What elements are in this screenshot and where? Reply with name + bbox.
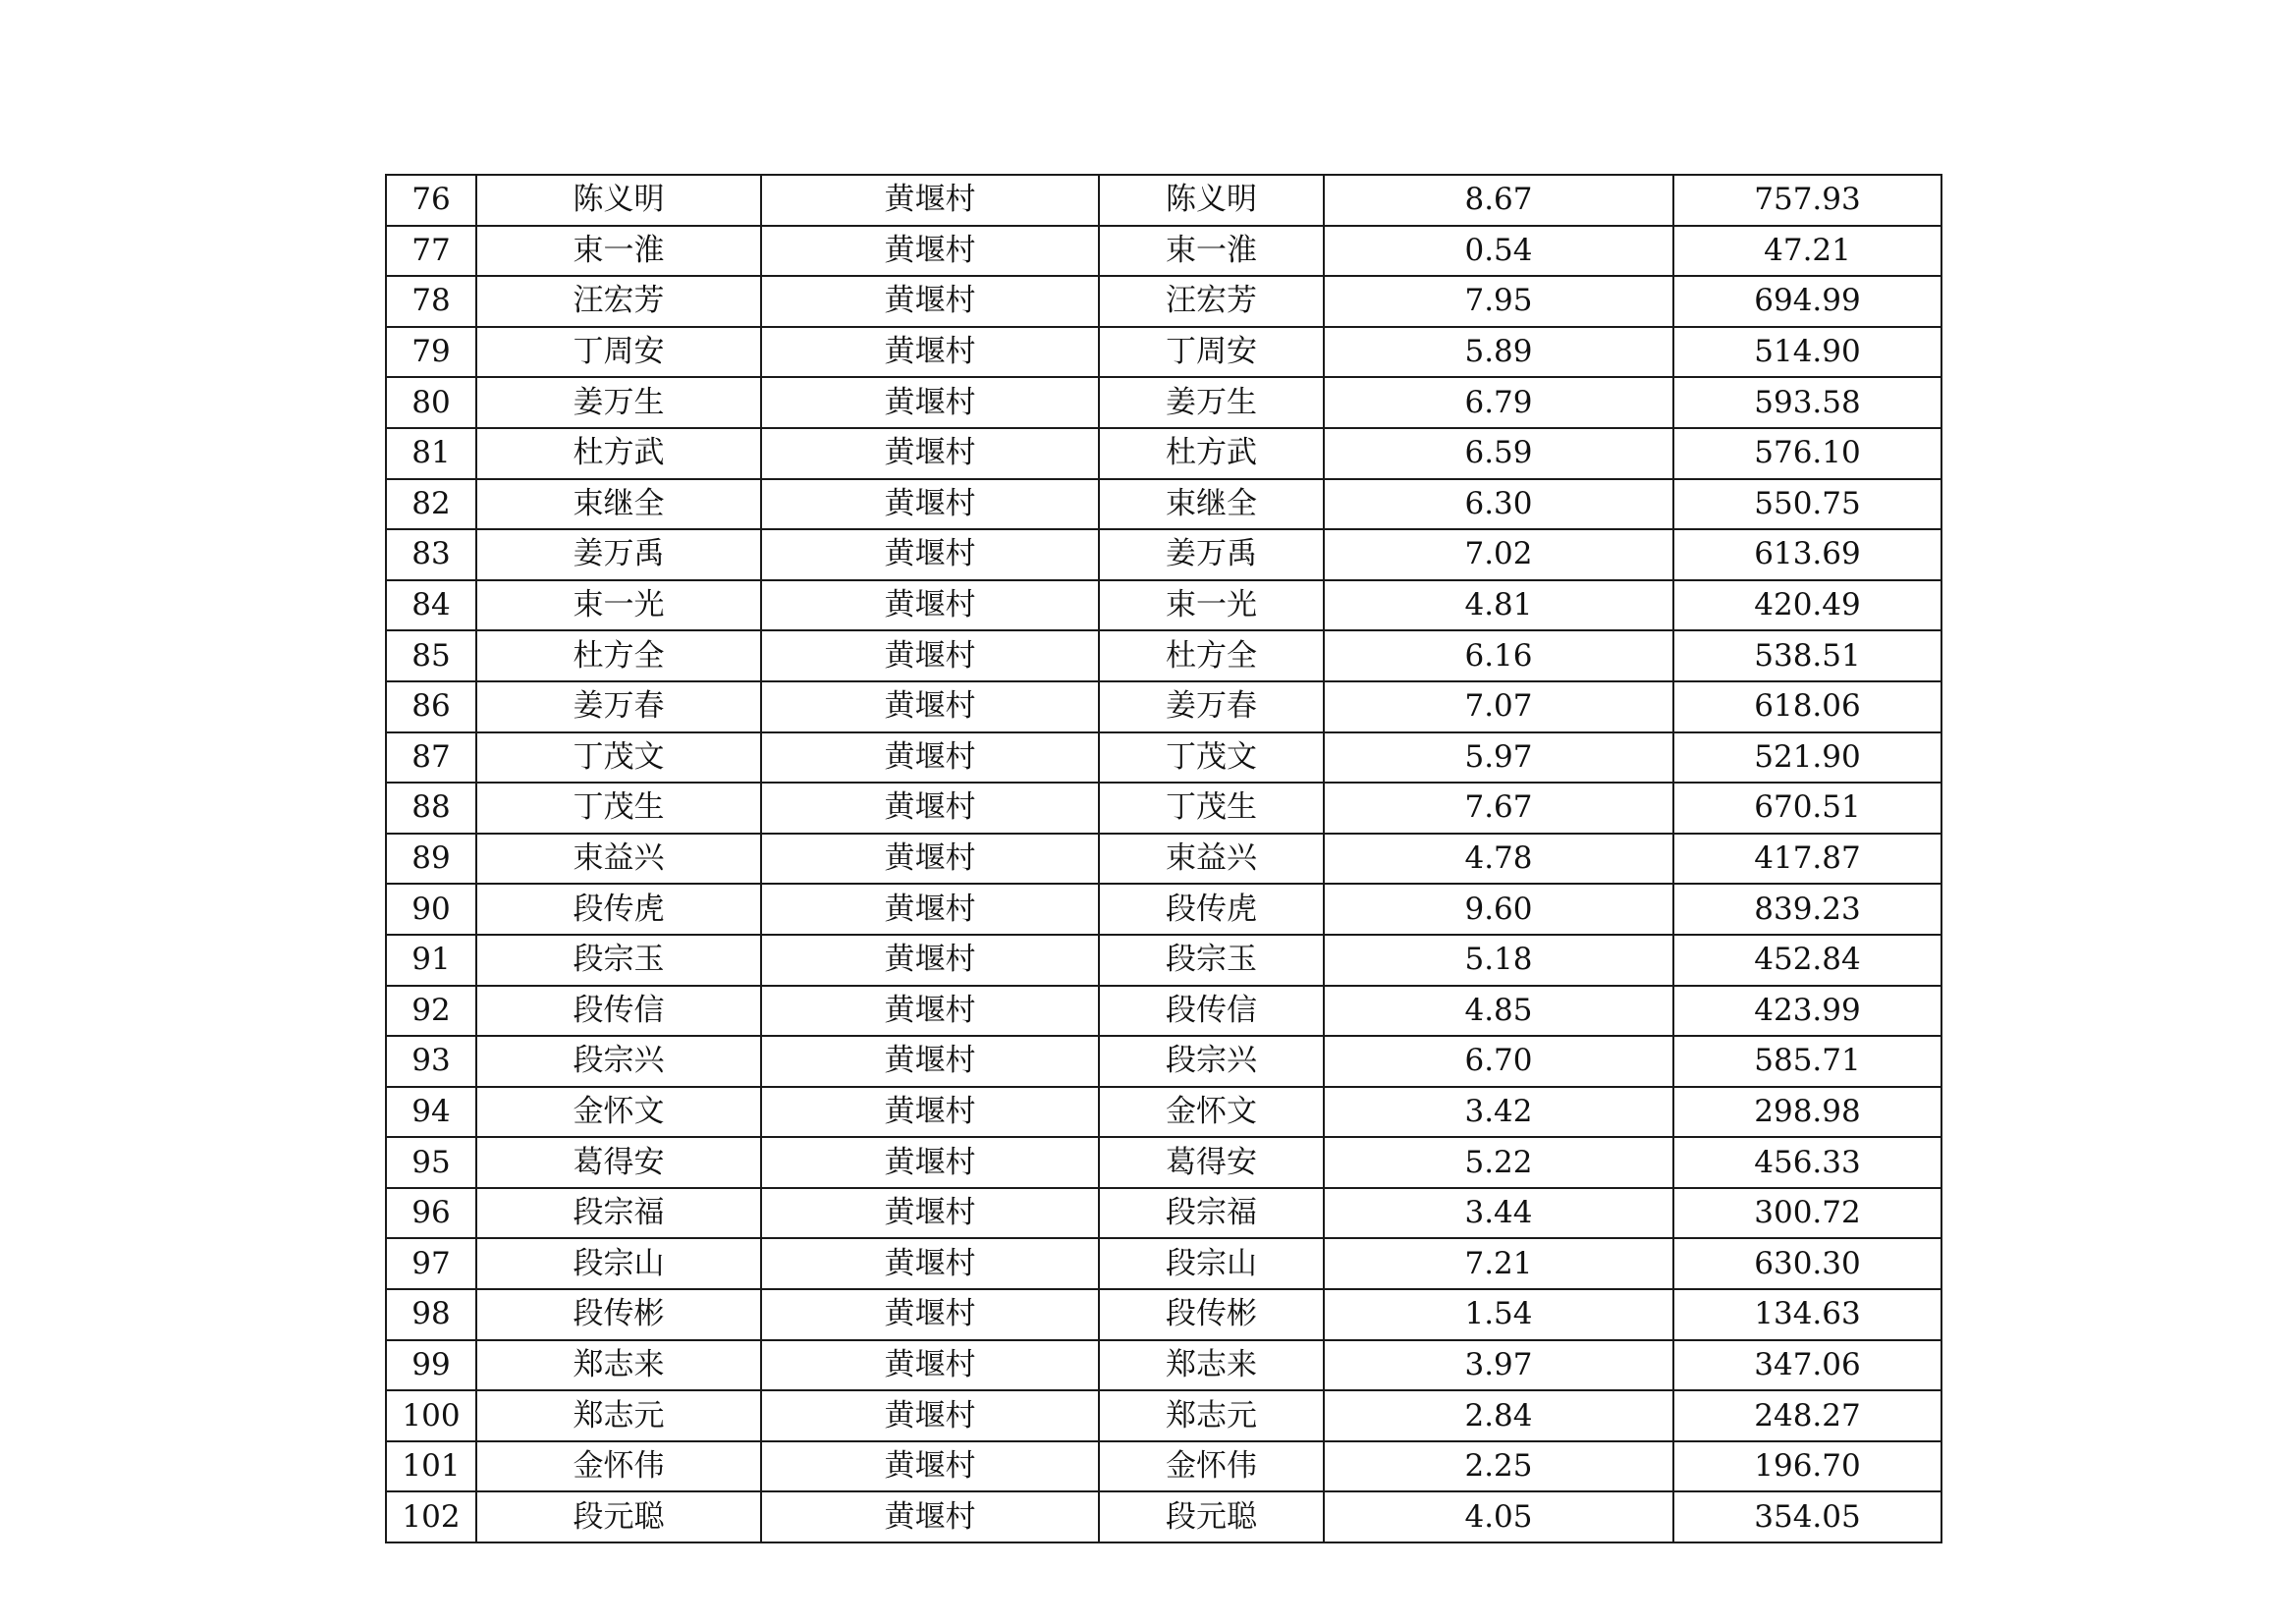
cell-village: 黄堰村 (761, 1087, 1099, 1138)
cell-owner: 段元聪 (1099, 1491, 1324, 1542)
cell-name: 段宗玉 (476, 935, 761, 986)
table-row (386, 1188, 1941, 1239)
cell-area: 2.84 (1324, 1390, 1673, 1441)
cell-area: 4.85 (1324, 986, 1673, 1037)
cell-village: 黄堰村 (761, 732, 1099, 784)
cell-village: 黄堰村 (761, 681, 1099, 732)
cell-name: 段传信 (476, 986, 761, 1037)
table-row (386, 1036, 1941, 1087)
cell-name: 束益兴 (476, 834, 761, 885)
cell-amount: 576.10 (1673, 428, 1941, 479)
cell-index: 92 (386, 986, 476, 1037)
cell-amount: 618.06 (1673, 681, 1941, 732)
cell-amount: 417.87 (1673, 834, 1941, 885)
table-row (386, 1087, 1941, 1138)
cell-village: 黄堰村 (761, 1491, 1099, 1542)
cell-area: 0.54 (1324, 226, 1673, 277)
cell-owner: 金怀伟 (1099, 1441, 1324, 1492)
cell-name: 段传彬 (476, 1289, 761, 1340)
cell-amount: 456.33 (1673, 1137, 1941, 1188)
cell-index: 81 (386, 428, 476, 479)
table-row (386, 428, 1941, 479)
cell-amount: 630.30 (1673, 1238, 1941, 1289)
cell-index: 100 (386, 1390, 476, 1441)
cell-name: 段宗福 (476, 1188, 761, 1239)
cell-amount: 550.75 (1673, 479, 1941, 530)
cell-amount: 196.70 (1673, 1441, 1941, 1492)
cell-area: 6.70 (1324, 1036, 1673, 1087)
cell-area: 7.07 (1324, 681, 1673, 732)
cell-village: 黄堰村 (761, 935, 1099, 986)
cell-amount: 757.93 (1673, 175, 1941, 226)
cell-name: 杜方武 (476, 428, 761, 479)
table-row (386, 732, 1941, 784)
cell-owner: 段传彬 (1099, 1289, 1324, 1340)
cell-area: 3.42 (1324, 1087, 1673, 1138)
cell-index: 101 (386, 1441, 476, 1492)
cell-village: 黄堰村 (761, 884, 1099, 935)
cell-index: 94 (386, 1087, 476, 1138)
table-row (386, 935, 1941, 986)
cell-area: 4.78 (1324, 834, 1673, 885)
cell-area: 4.05 (1324, 1491, 1673, 1542)
cell-name: 段传虎 (476, 884, 761, 935)
table-row (386, 1390, 1941, 1441)
cell-amount: 670.51 (1673, 783, 1941, 834)
table-row (386, 580, 1941, 631)
cell-index: 90 (386, 884, 476, 935)
cell-name: 杜方全 (476, 630, 761, 681)
cell-index: 88 (386, 783, 476, 834)
cell-amount: 47.21 (1673, 226, 1941, 277)
document-page (385, 174, 1933, 1543)
cell-village: 黄堰村 (761, 175, 1099, 226)
cell-index: 78 (386, 276, 476, 327)
table-row (386, 1441, 1941, 1492)
table-row (386, 1137, 1941, 1188)
cell-village: 黄堰村 (761, 1340, 1099, 1391)
cell-village: 黄堰村 (761, 479, 1099, 530)
cell-area: 9.60 (1324, 884, 1673, 935)
cell-area: 7.21 (1324, 1238, 1673, 1289)
cell-amount: 521.90 (1673, 732, 1941, 784)
cell-amount: 613.69 (1673, 529, 1941, 580)
cell-area: 5.18 (1324, 935, 1673, 986)
table-row (386, 276, 1941, 327)
cell-owner: 段传信 (1099, 986, 1324, 1037)
cell-area: 7.02 (1324, 529, 1673, 580)
cell-area: 5.89 (1324, 327, 1673, 378)
cell-village: 黄堰村 (761, 529, 1099, 580)
table-row (386, 834, 1941, 885)
table-row (386, 175, 1941, 226)
cell-name: 葛得安 (476, 1137, 761, 1188)
cell-area: 6.79 (1324, 377, 1673, 428)
cell-owner: 金怀文 (1099, 1087, 1324, 1138)
cell-owner: 段宗兴 (1099, 1036, 1324, 1087)
cell-name: 丁周安 (476, 327, 761, 378)
cell-index: 98 (386, 1289, 476, 1340)
cell-owner: 丁茂文 (1099, 732, 1324, 784)
cell-name: 丁茂生 (476, 783, 761, 834)
cell-village: 黄堰村 (761, 986, 1099, 1037)
cell-amount: 423.99 (1673, 986, 1941, 1037)
cell-index: 99 (386, 1340, 476, 1391)
cell-index: 77 (386, 226, 476, 277)
cell-owner: 陈义明 (1099, 175, 1324, 226)
cell-area: 3.44 (1324, 1188, 1673, 1239)
cell-owner: 段宗玉 (1099, 935, 1324, 986)
cell-owner: 郑志来 (1099, 1340, 1324, 1391)
cell-village: 黄堰村 (761, 276, 1099, 327)
cell-village: 黄堰村 (761, 1289, 1099, 1340)
cell-index: 89 (386, 834, 476, 885)
cell-index: 96 (386, 1188, 476, 1239)
cell-index: 86 (386, 681, 476, 732)
cell-area: 6.30 (1324, 479, 1673, 530)
cell-index: 79 (386, 327, 476, 378)
table-row (386, 1289, 1941, 1340)
cell-index: 91 (386, 935, 476, 986)
cell-village: 黄堰村 (761, 783, 1099, 834)
cell-name: 束一淮 (476, 226, 761, 277)
table-row (386, 681, 1941, 732)
cell-amount: 420.49 (1673, 580, 1941, 631)
cell-area: 6.16 (1324, 630, 1673, 681)
cell-village: 黄堰村 (761, 226, 1099, 277)
cell-amount: 347.06 (1673, 1340, 1941, 1391)
cell-amount: 452.84 (1673, 935, 1941, 986)
cell-village: 黄堰村 (761, 1188, 1099, 1239)
cell-owner: 姜万禹 (1099, 529, 1324, 580)
table-body (386, 175, 1941, 1542)
cell-village: 黄堰村 (761, 428, 1099, 479)
cell-village: 黄堰村 (761, 1137, 1099, 1188)
cell-amount: 514.90 (1673, 327, 1941, 378)
cell-index: 95 (386, 1137, 476, 1188)
cell-owner: 汪宏芳 (1099, 276, 1324, 327)
cell-village: 黄堰村 (761, 1036, 1099, 1087)
cell-amount: 538.51 (1673, 630, 1941, 681)
cell-area: 3.97 (1324, 1340, 1673, 1391)
cell-name: 段宗山 (476, 1238, 761, 1289)
cell-village: 黄堰村 (761, 1390, 1099, 1441)
cell-area: 5.97 (1324, 732, 1673, 784)
table-row (386, 1238, 1941, 1289)
cell-owner: 束一淮 (1099, 226, 1324, 277)
cell-name: 丁茂文 (476, 732, 761, 784)
cell-amount: 585.71 (1673, 1036, 1941, 1087)
cell-name: 陈义明 (476, 175, 761, 226)
cell-village: 黄堰村 (761, 1238, 1099, 1289)
cell-index: 87 (386, 732, 476, 784)
cell-index: 97 (386, 1238, 476, 1289)
cell-owner: 郑志元 (1099, 1390, 1324, 1441)
cell-name: 段宗兴 (476, 1036, 761, 1087)
cell-area: 1.54 (1324, 1289, 1673, 1340)
cell-amount: 298.98 (1673, 1087, 1941, 1138)
cell-owner: 段宗福 (1099, 1188, 1324, 1239)
cell-area: 2.25 (1324, 1441, 1673, 1492)
cell-owner: 姜万春 (1099, 681, 1324, 732)
cell-owner: 束继全 (1099, 479, 1324, 530)
cell-amount: 593.58 (1673, 377, 1941, 428)
cell-village: 黄堰村 (761, 580, 1099, 631)
cell-index: 102 (386, 1491, 476, 1542)
cell-name: 金怀伟 (476, 1441, 761, 1492)
cell-area: 6.59 (1324, 428, 1673, 479)
cell-name: 郑志来 (476, 1340, 761, 1391)
cell-area: 7.67 (1324, 783, 1673, 834)
cell-owner: 葛得安 (1099, 1137, 1324, 1188)
cell-amount: 248.27 (1673, 1390, 1941, 1441)
cell-name: 姜万禹 (476, 529, 761, 580)
cell-name: 姜万生 (476, 377, 761, 428)
table-row (386, 783, 1941, 834)
cell-name: 金怀文 (476, 1087, 761, 1138)
table-row (386, 884, 1941, 935)
cell-owner: 姜万生 (1099, 377, 1324, 428)
cell-area: 5.22 (1324, 1137, 1673, 1188)
cell-name: 姜万春 (476, 681, 761, 732)
cell-amount: 300.72 (1673, 1188, 1941, 1239)
cell-name: 束一光 (476, 580, 761, 631)
table-row (386, 630, 1941, 681)
cell-name: 束继全 (476, 479, 761, 530)
cell-owner: 束一光 (1099, 580, 1324, 631)
cell-amount: 694.99 (1673, 276, 1941, 327)
cell-index: 80 (386, 377, 476, 428)
cell-village: 黄堰村 (761, 834, 1099, 885)
cell-amount: 134.63 (1673, 1289, 1941, 1340)
cell-index: 93 (386, 1036, 476, 1087)
cell-owner: 束益兴 (1099, 834, 1324, 885)
cell-name: 郑志元 (476, 1390, 761, 1441)
cell-name: 段元聪 (476, 1491, 761, 1542)
cell-village: 黄堰村 (761, 1441, 1099, 1492)
cell-owner: 杜方全 (1099, 630, 1324, 681)
cell-index: 83 (386, 529, 476, 580)
table-row (386, 1491, 1941, 1542)
cell-amount: 354.05 (1673, 1491, 1941, 1542)
cell-village: 黄堰村 (761, 327, 1099, 378)
cell-index: 82 (386, 479, 476, 530)
table-row (386, 986, 1941, 1037)
cell-index: 84 (386, 580, 476, 631)
cell-owner: 段传虎 (1099, 884, 1324, 935)
table-row (386, 479, 1941, 530)
table-row (386, 377, 1941, 428)
cell-amount: 839.23 (1673, 884, 1941, 935)
table-row (386, 529, 1941, 580)
cell-owner: 丁周安 (1099, 327, 1324, 378)
table-row (386, 1340, 1941, 1391)
cell-owner: 丁茂生 (1099, 783, 1324, 834)
cell-area: 7.95 (1324, 276, 1673, 327)
cell-area: 4.81 (1324, 580, 1673, 631)
cell-index: 85 (386, 630, 476, 681)
cell-owner: 段宗山 (1099, 1238, 1324, 1289)
data-table (385, 174, 1942, 1543)
table-row (386, 226, 1941, 277)
table-row (386, 327, 1941, 378)
cell-name: 汪宏芳 (476, 276, 761, 327)
cell-village: 黄堰村 (761, 630, 1099, 681)
cell-village: 黄堰村 (761, 377, 1099, 428)
cell-area: 8.67 (1324, 175, 1673, 226)
cell-owner: 杜方武 (1099, 428, 1324, 479)
cell-index: 76 (386, 175, 476, 226)
